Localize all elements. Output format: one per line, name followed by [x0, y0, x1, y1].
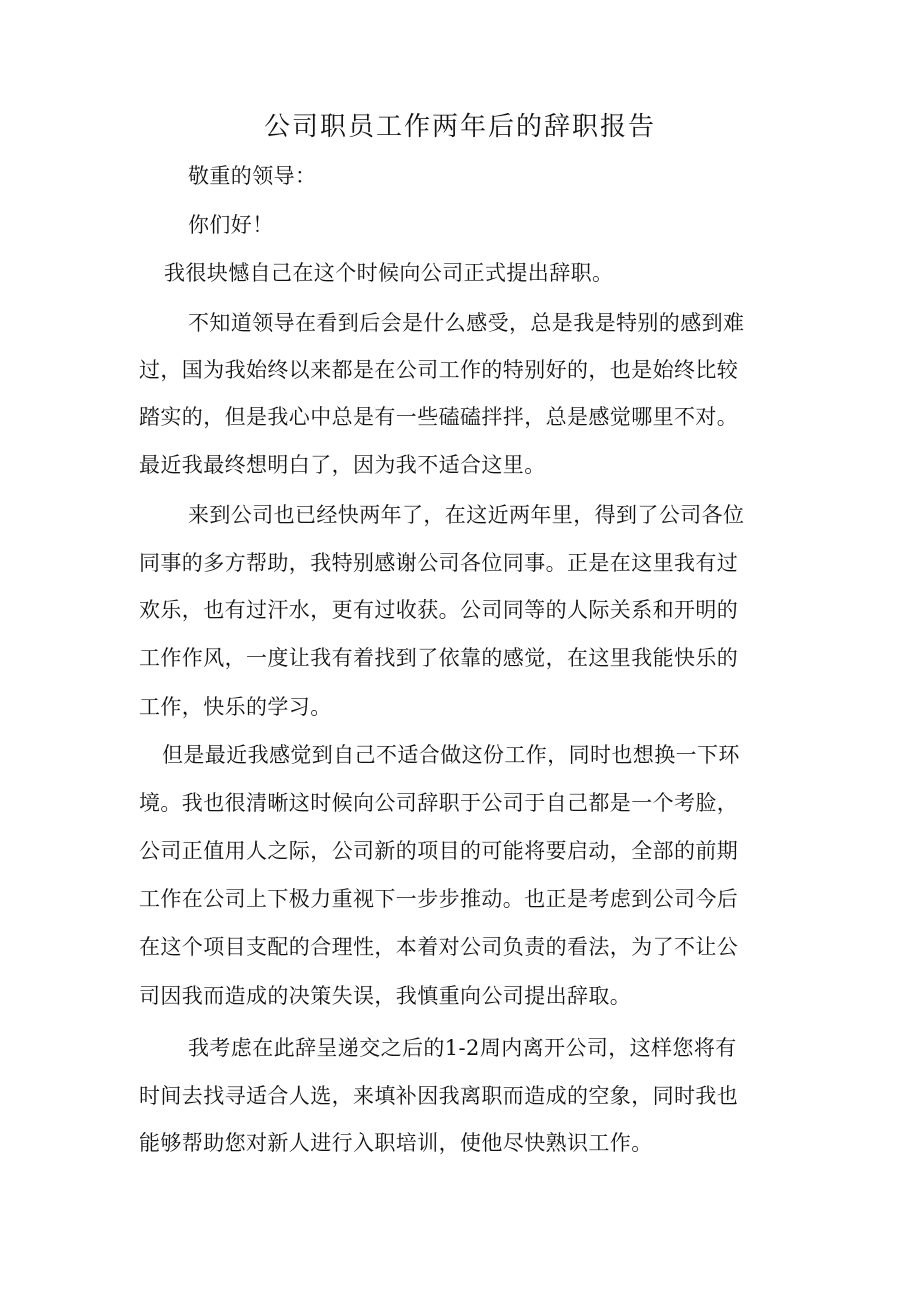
paragraph-line: 公司正值用人之际，公司新的项目的可能将要启动，全部的前期	[139, 839, 739, 863]
paragraph-line: 我很块憾自己在这个时候向公司正式提出辞职。	[164, 261, 614, 285]
paragraph-line: 我考虑在此辞呈递交之后的1-2周内离开公司，这样您将有	[188, 1036, 737, 1060]
paragraph-line: 踏实的，但是我心中总是有一些磕磕拌拌，总是感觉哪里不对。	[139, 405, 739, 429]
document-title: 公司职员工作两年后的辞职报告	[263, 112, 656, 142]
salutation: 敬重的领导：	[188, 164, 317, 188]
paragraph-line: 来到公司也已经快两年了，在这近两年里，得到了公司各位	[188, 503, 745, 527]
paragraph-line: 能够帮助您对新人进行入职培训，使他尽快熟识工作。	[139, 1131, 653, 1155]
paragraph-line: 最近我最终想明白了，因为我不适合这里。	[139, 453, 546, 477]
paragraph-line: 过，国为我始终以来都是在公司工作的特别好的，也是始终比较	[139, 358, 739, 382]
greeting: 你们好！	[188, 213, 274, 237]
paragraph-line: 欢乐，也有过汗水，更有过收获。公司同等的人际关系和开明的	[139, 598, 739, 622]
paragraph-line: 同事的多方帮助，我特别感谢公司各位同事。正是在这里我有过	[139, 551, 739, 575]
paragraph-line: 在这个项目支配的合理性，本着对公司负责的看法，为了不让公	[139, 935, 739, 959]
paragraph-line: 不知道领导在看到后会是什么感受，总是我是特别的感到难	[188, 311, 745, 335]
paragraph-line: 境。我也很清晰这时候向公司辞职于公司于自己都是一个考脸，	[139, 791, 739, 815]
paragraph-line: 但是最近我感觉到自己不适合做这份工作，同时也想换一下环	[162, 743, 740, 767]
paragraph-line: 司因我而造成的决策失误，我慎重向公司提出辞取。	[139, 984, 632, 1008]
paragraph-line: 工作，快乐的学习。	[139, 695, 332, 719]
paragraph-line: 工作在公司上下极力重视下一步步推动。也正是考虑到公司今后	[139, 887, 739, 911]
paragraph-line: 时间去找寻适合人选，来填补因我离职而造成的空象，同时我也	[139, 1084, 739, 1108]
paragraph-line: 工作作风，一度让我有着找到了依靠的感觉，在这里我能快乐的	[139, 646, 739, 670]
